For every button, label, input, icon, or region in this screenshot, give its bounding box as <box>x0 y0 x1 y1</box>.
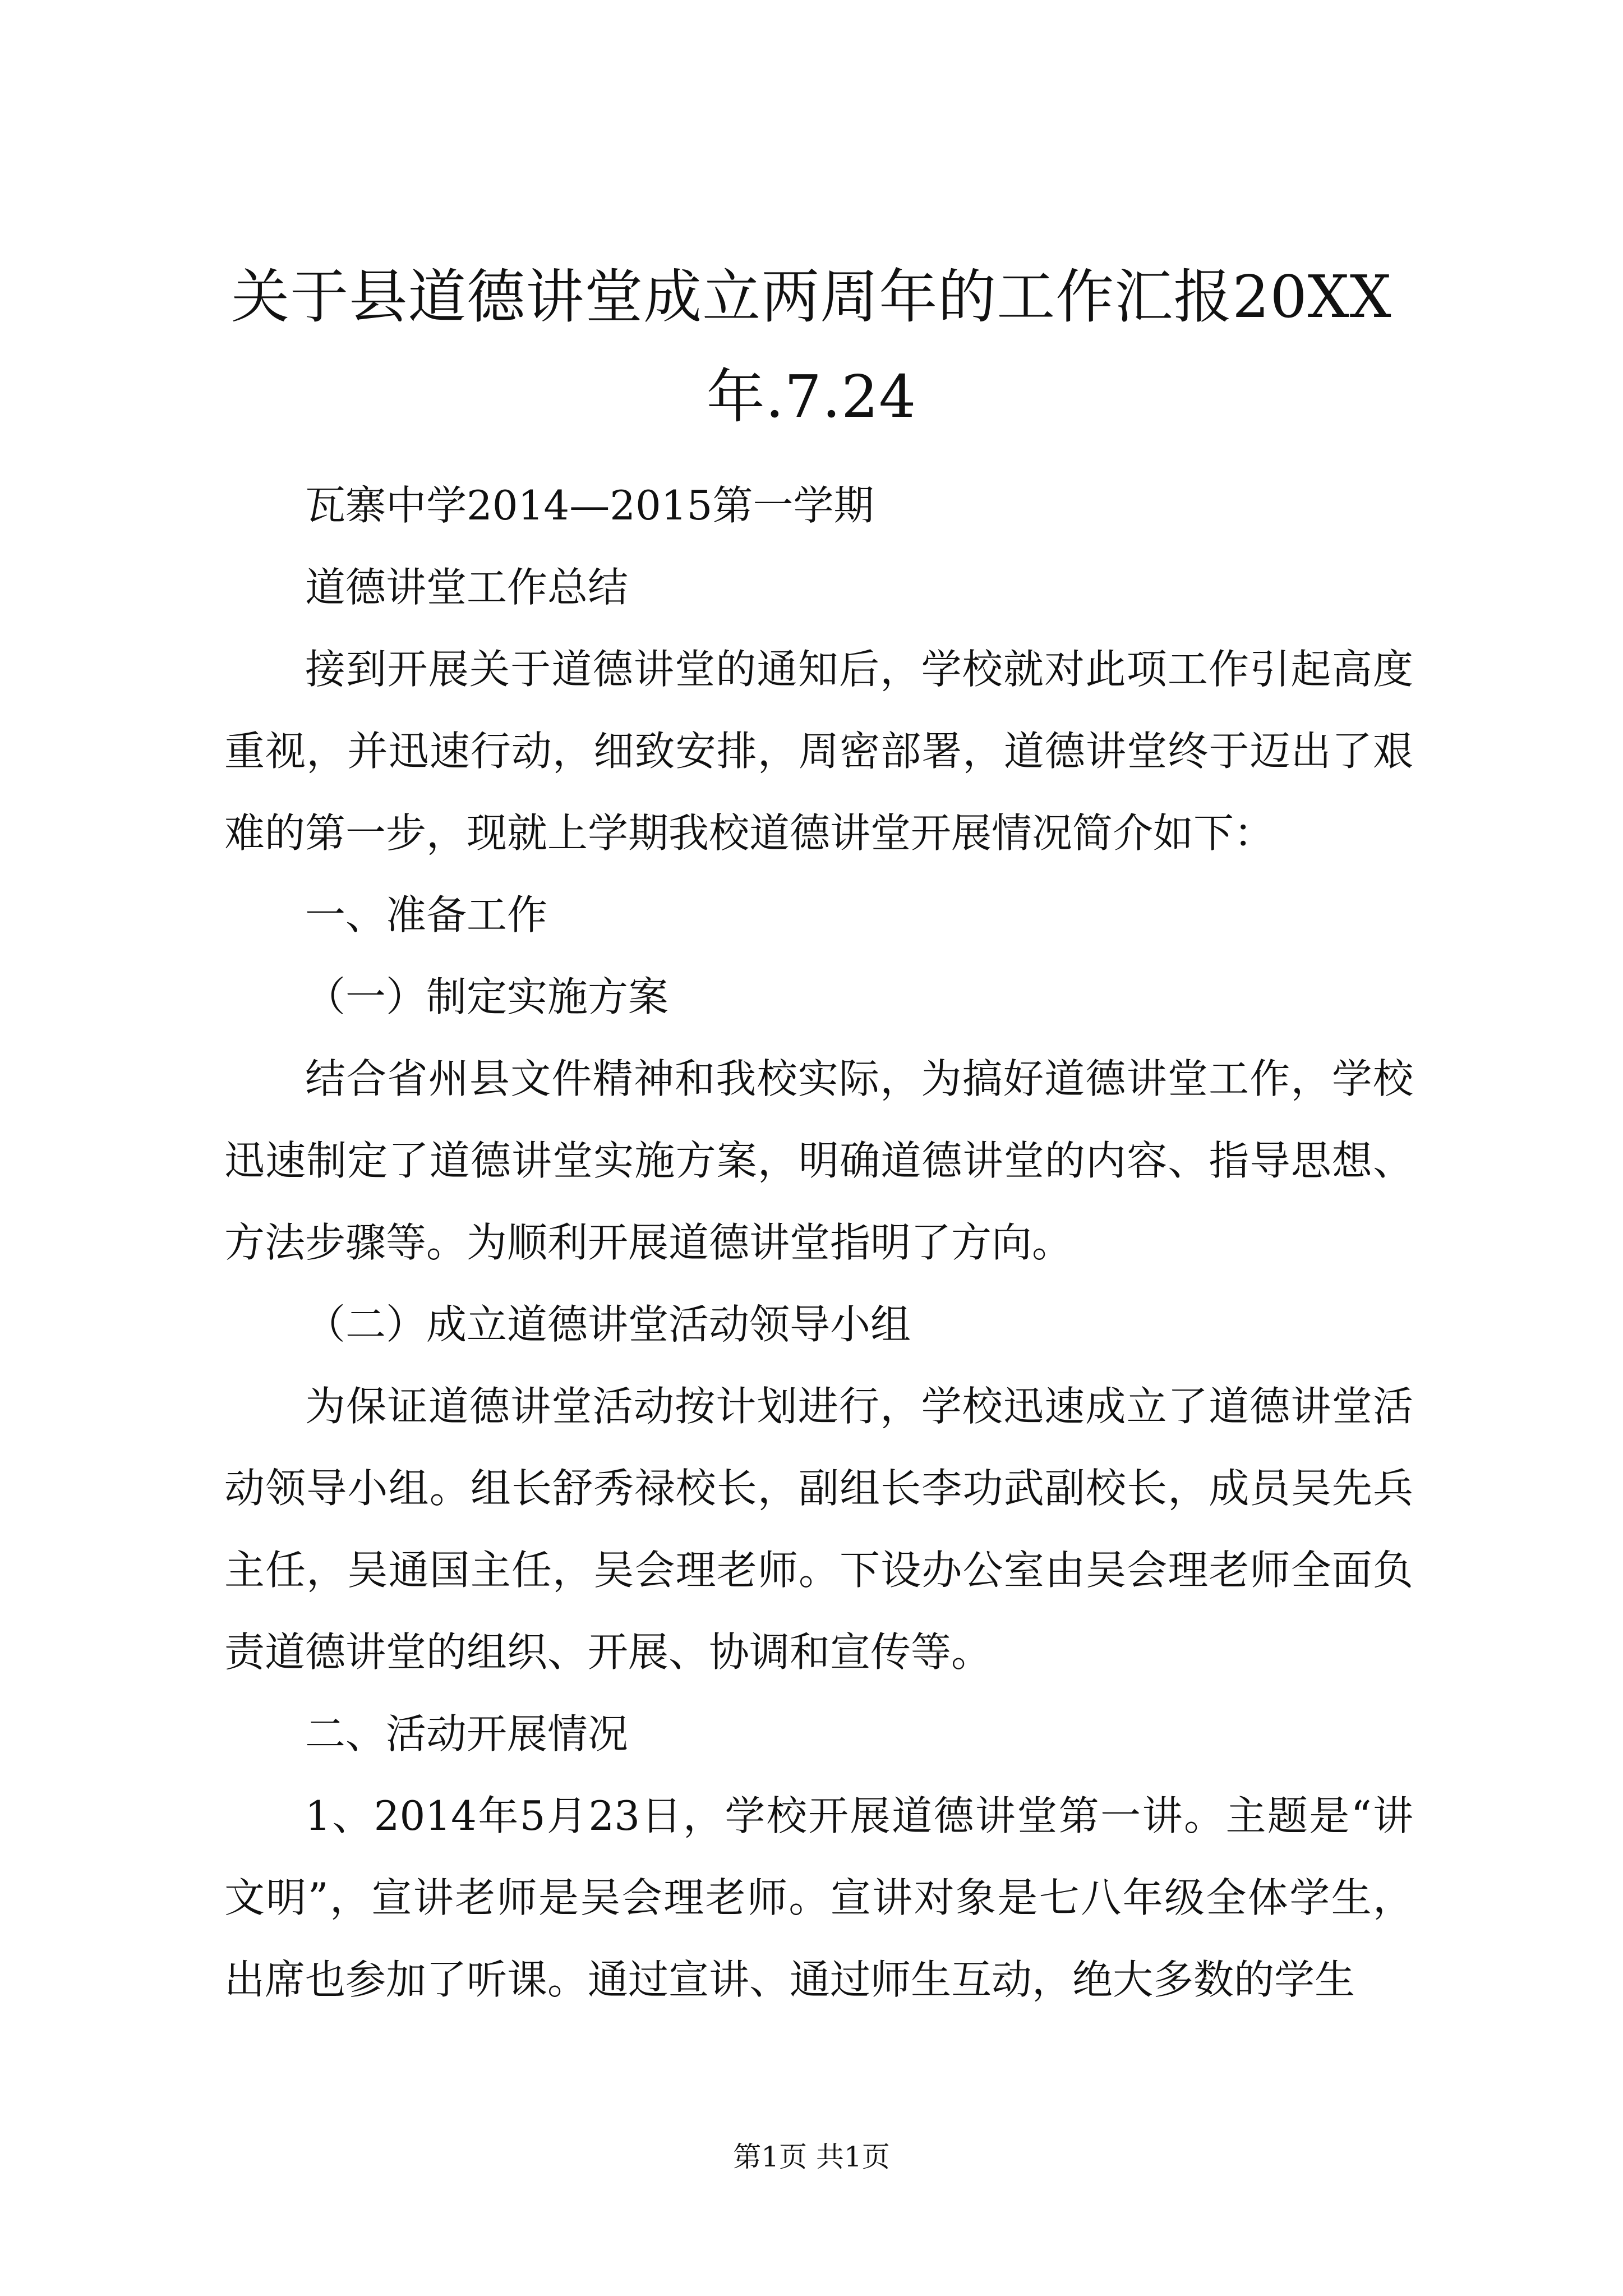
section-heading-preparation: 一、准备工作 <box>305 891 548 938</box>
leadership-paragraph: 为保证道德讲堂活动按计划进行，学校迅速成立了道德讲堂活动领导小组。组长舒秀禄校长，副组长李功武副校长，成员吴先兵主任，吴通国主任，吴会理老师。下设办公室由吴会理老师全面负责道德讲堂的组织、开展、协调和宣传等。 <box>224 1383 1413 1676</box>
section-heading-activities: 二、活动开展情况 <box>305 1710 629 1757</box>
page-footer: 第1页 共1页 <box>733 2141 890 2173</box>
intro-paragraph: 接到开展关于道德讲堂的通知后，学校就对此项工作引起高度重视，并迅速行动，细致安排，周密部署，道德讲堂终于迈出了艰难的第一步，现就上学期我校道德讲堂开展情况简介如下： <box>224 646 1413 857</box>
subsection-heading-leadership: （二）成立道德讲堂活动领导小组 <box>305 1301 911 1348</box>
school-semester-line: 瓦寨中学2014—2015第一学期 <box>305 482 874 529</box>
document-title: 关于县道德讲堂成立两周年的工作汇报20XX年.7.24 <box>231 263 1392 431</box>
plan-paragraph: 结合省州县文件精神和我校实际，为搞好道德讲堂工作，学校迅速制定了道德讲堂实施方案，明确道德讲堂的内容、指导思想、方法步骤等。为顺利开展道德讲堂指明了方向。 <box>224 1055 1413 1266</box>
activity-paragraph-1: 1、2014年5月23日，学校开展道德讲堂第一讲。主题是“讲文明”，宣讲老师是吴会理老师。宣讲对象是七八年级全体学生，出席也参加了听课。通过宣讲、通过师生互动，绝大多数的学生 <box>224 1792 1413 2003</box>
document-body <box>224 464 1413 2021</box>
summary-heading: 道德讲堂工作总结 <box>305 564 629 611</box>
subsection-heading-plan: （一）制定实施方案 <box>305 973 669 1020</box>
